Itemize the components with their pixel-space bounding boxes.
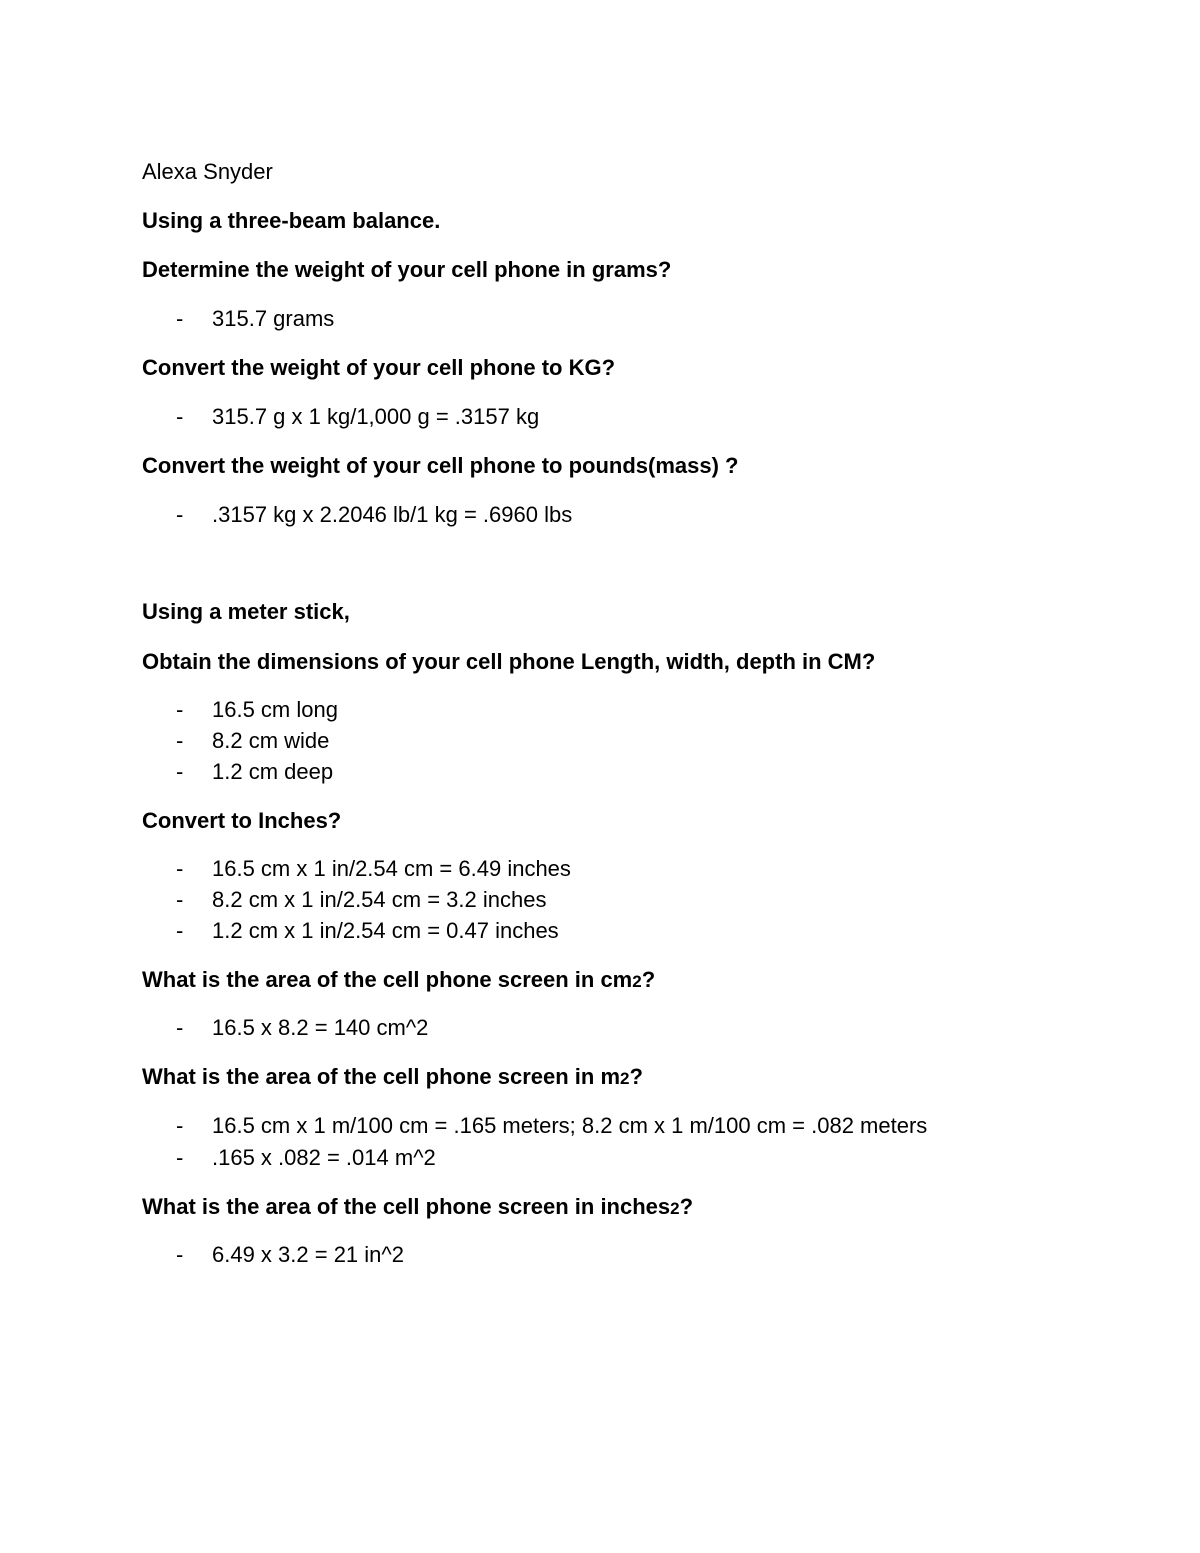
question-area-inches2	[142, 1193, 693, 1223]
answer-text: 8.2 cm wide	[212, 728, 330, 753]
answer-text: 1.2 cm deep	[212, 759, 334, 784]
bullet-dash: -	[176, 1113, 184, 1138]
bullet-dash: -	[176, 404, 184, 429]
question-area-m2	[142, 1063, 643, 1093]
question-text: What is the area of the cell phone screen in cm	[142, 967, 633, 992]
question-tail: ?	[629, 1064, 643, 1089]
question-kg: Convert the weight of your cell phone to KG?	[142, 355, 616, 380]
answer-text: 8.2 cm x 1 in/2.54 cm = 3.2 inches	[212, 887, 547, 912]
bullet-dash: -	[176, 697, 184, 722]
bullet-dash: -	[176, 887, 184, 912]
bullet-dash: -	[176, 1145, 184, 1170]
bullet-dash: -	[176, 759, 184, 784]
question-area-cm2	[142, 966, 655, 996]
exponent: 2	[632, 972, 642, 991]
bullet-dash: -	[176, 856, 184, 881]
question-dimensions: Obtain the dimensions of your cell phone Length, width, depth in CM?	[142, 649, 876, 674]
answer-text: 16.5 x 8.2 = 140 cm^2	[212, 1015, 429, 1040]
section-heading-balance: Using a three-beam balance.	[142, 208, 441, 233]
question-grams: Determine the weight of your cell phone in grams?	[142, 257, 672, 282]
bullet-dash: -	[176, 1015, 184, 1040]
question-inches: Convert to Inches?	[142, 808, 342, 833]
answer-text: 16.5 cm long	[212, 697, 338, 722]
answer-text: .165 x .082 = .014 m^2	[212, 1145, 436, 1170]
question-tail: ?	[641, 967, 656, 992]
answer-text: .3157 kg x 2.2046 lb/1 kg = .6960 lbs	[212, 502, 573, 527]
question-tail: ?	[679, 1194, 694, 1219]
question-text: What is the area of the cell phone screen in m	[142, 1064, 621, 1089]
bullet-dash: -	[176, 918, 184, 943]
bullet-dash: -	[176, 502, 184, 527]
bullet-dash: -	[176, 1242, 184, 1267]
answer-text: 16.5 cm x 1 m/100 cm = .165 meters; 8.2 cm x 1 m/100 cm = .082 meters	[212, 1113, 928, 1138]
bullet-dash: -	[176, 728, 184, 753]
answer-text: 1.2 cm x 1 in/2.54 cm = 0.47 inches	[212, 918, 559, 943]
answer-text: 6.49 x 3.2 = 21 in^2	[212, 1242, 404, 1267]
question-pounds: Convert the weight of your cell phone to pounds(mass) ?	[142, 453, 739, 478]
answer-text: 16.5 cm x 1 in/2.54 cm = 6.49 inches	[212, 856, 571, 881]
question-text: What is the area of the cell phone screen in inches	[142, 1194, 671, 1219]
author-name: Alexa Snyder	[142, 159, 273, 184]
section-heading-meter-stick: Using a meter stick,	[142, 599, 350, 624]
bullet-dash: -	[176, 306, 184, 331]
answer-text: 315.7 grams	[212, 306, 335, 331]
exponent: 2	[620, 1069, 630, 1088]
exponent: 2	[670, 1199, 680, 1218]
answer-text: 315.7 g x 1 kg/1,000 g = .3157 kg	[212, 404, 540, 429]
